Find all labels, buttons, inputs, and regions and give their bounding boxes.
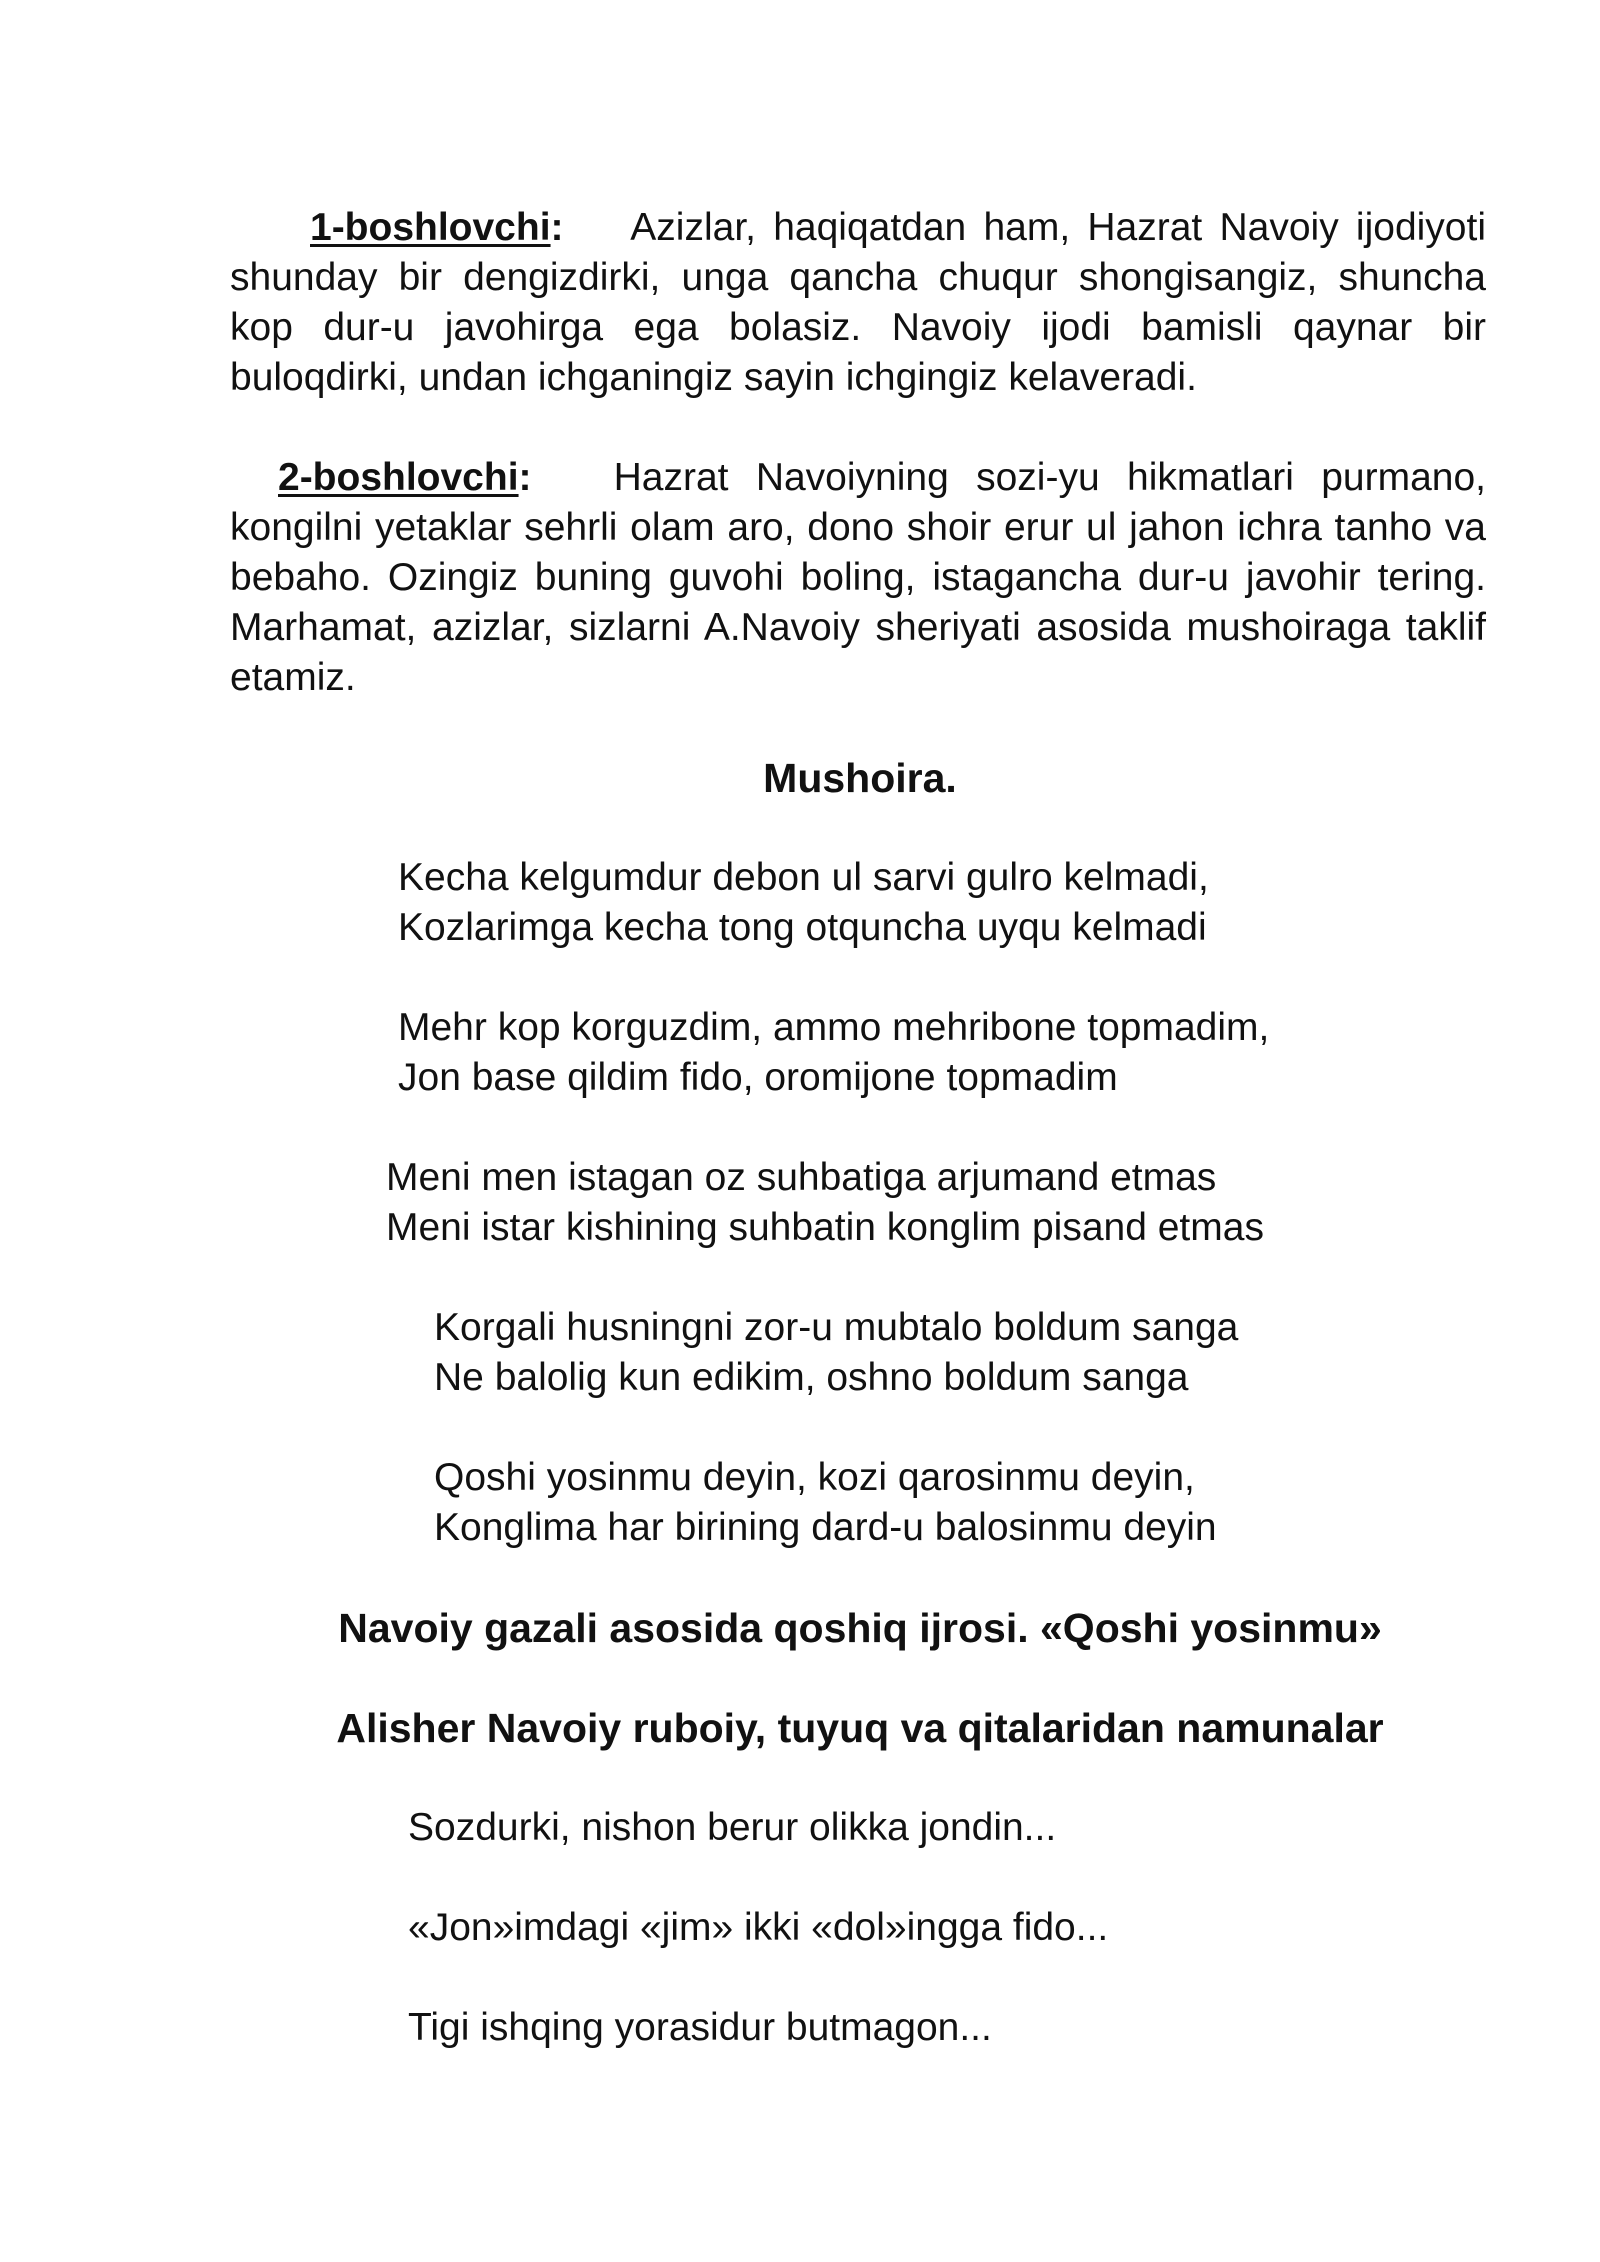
host-2-text: Hazrat Navoiyning sozi-yu hikmatlari purmano, kongilni yetaklar sehrli olam aro, dono shoir erur ul jahon ichra tanho va bebaho. Ozingiz buning guvohi boling, istagancha dur-u javohir tering. Marhamat, azizlar, sizlarni A.Navoiy sheriyati asosida mushoiraga taklif etamiz. bbox=[230, 456, 1486, 699]
mushoira-heading: Mushoira. bbox=[763, 755, 957, 801]
poem-stanza-3 bbox=[386, 1153, 1264, 1253]
poem-stanza-2 bbox=[398, 1003, 1269, 1103]
stanza-line: Konglima har birining dard-u balosinmu deyin bbox=[434, 1506, 1217, 1549]
stanza-line: Jon base qildim fido, oromijone topmadim bbox=[398, 1056, 1118, 1099]
stanza-line: Mehr kop korguzdim, ammo mehribone topmadim, bbox=[398, 1006, 1270, 1049]
speaker-label-1: 1-boshlovchi bbox=[310, 206, 551, 249]
host-1-paragraph bbox=[230, 203, 1486, 403]
poem-stanza-5 bbox=[434, 1453, 1217, 1553]
speaker-label-2: 2-boshlovchi bbox=[278, 456, 519, 499]
ruboiy-heading: Alisher Navoiy ruboiy, tuyuq va qitalaridan namunalar bbox=[336, 1705, 1384, 1751]
stanza-line: Meni istar kishining suhbatin konglim pisand etmas bbox=[386, 1206, 1264, 1249]
host-2-paragraph bbox=[230, 453, 1486, 703]
poem-stanza-4 bbox=[434, 1303, 1238, 1403]
poem-stanza-1 bbox=[398, 853, 1209, 953]
stanza-line: Ne balolig kun edikim, oshno boldum sanga bbox=[434, 1356, 1189, 1399]
stanza-line: Kozlarimga kecha tong otquncha uyqu kelmadi bbox=[398, 906, 1207, 949]
song-heading: Navoiy gazali asosida qoshiq ijrosi. «Qoshi yosinmu» bbox=[338, 1605, 1382, 1651]
excerpt-line-1: Sozdurki, nishon berur olikka jondin... bbox=[408, 1806, 1057, 1849]
stanza-line: Kecha kelgumdur debon ul sarvi gulro kelmadi, bbox=[398, 856, 1209, 899]
stanza-line: Meni men istagan oz suhbatiga arjumand etmas bbox=[386, 1156, 1217, 1199]
speaker-colon-1: : bbox=[550, 206, 564, 249]
excerpt-line-2: «Jon»imdagi «jim» ikki «dol»ingga fido... bbox=[408, 1906, 1109, 1949]
stanza-line: Qoshi yosinmu deyin, kozi qarosinmu deyin, bbox=[434, 1456, 1195, 1499]
excerpt-line-3: Tigi ishqing yorasidur butmagon... bbox=[408, 2006, 992, 2049]
host-1-text: Azizlar, haqiqatdan ham, Hazrat Navoiy ijodiyoti shunday bir dengizdirki, unga qancha chuqur shongisangiz, shuncha kop dur-u javohirga ega bolasiz. Navoiy ijodi bamisli qaynar bir buloqdirki, undan ichganingiz sayin ichgingiz kelaveradi. bbox=[230, 206, 1486, 399]
speaker-colon-2: : bbox=[518, 456, 532, 499]
stanza-line: Korgali husningni zor-u mubtalo boldum sanga bbox=[434, 1306, 1239, 1349]
